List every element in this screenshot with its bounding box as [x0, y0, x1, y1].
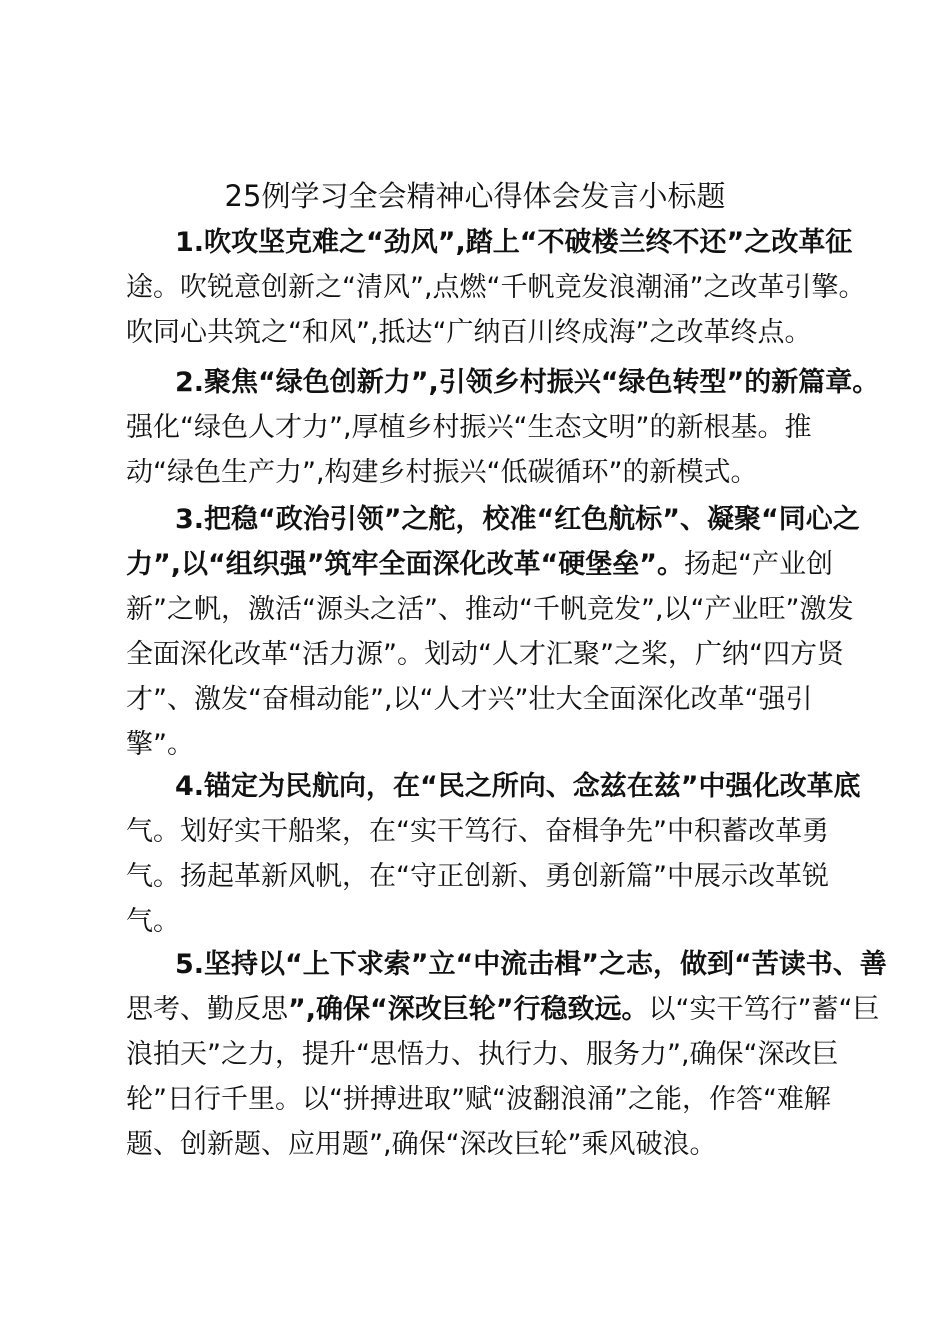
- paragraph-line: [126, 408, 812, 448]
- text-segment: 新”之帆，激活“源头之活”、推动“千帆竞发”,以“产业旺”激发: [126, 594, 854, 625]
- text-segment: 扬起“产业创: [683, 549, 833, 580]
- paragraph-line: [126, 812, 829, 852]
- paragraph-line: [126, 1080, 831, 1120]
- text-segment: 浪拍天”之力，提升“思悟力、执行力、服务力”,确保“深改巨: [126, 1039, 839, 1070]
- document-title: 25例学习全会精神心得体会发言小标题: [224, 179, 726, 213]
- text-segment: 气。: [126, 906, 180, 937]
- paragraph-line: [126, 680, 813, 720]
- text-segment: 题、创新题、应用题”,确保“深改巨轮”乘风破浪。: [126, 1129, 717, 1160]
- paragraph-line: [126, 1035, 839, 1075]
- text-segment: 气。扬起革新风帆，在“守正创新、勇创新篇”中展示改革锐: [126, 861, 829, 892]
- text-segment: 全面深化改革“活力源”。划动“人才汇聚”之桨，广纳“四方贤: [126, 639, 844, 670]
- paragraph-line: [175, 500, 860, 540]
- text-segment: 途。吹锐意创新之“清风”,点燃“千帆竞发浪潮涌”之改革引擎。: [126, 272, 866, 303]
- paragraph-line: [175, 945, 887, 985]
- text-segment: 1.吹攻坚克难之“劲风”,踏上“不破楼兰终不还”之改革征: [175, 227, 853, 258]
- text-segment: 动“绿色生产力”,构建乡村振兴“低碳循环”的新模式。: [126, 457, 758, 488]
- paragraph-line: [126, 545, 833, 585]
- paragraph-line: [126, 857, 829, 897]
- text-segment: 轮”日行千里。以“拼搏进取”赋“波翻浪涌”之能，作答“难解: [126, 1084, 831, 1115]
- paragraph-line: [175, 767, 861, 807]
- text-segment: 3.把稳“政治引领”之舵，校准“红色航标”、凝聚“同心之: [175, 504, 860, 535]
- text-segment: 以“实干笃行”蓄“巨: [648, 994, 880, 1025]
- paragraph-line: [126, 268, 866, 308]
- paragraph-line: [126, 725, 194, 765]
- paragraph-line: [175, 363, 879, 403]
- paragraph-line: [126, 990, 879, 1030]
- text-segment: 气。划好实干船桨，在“实干笃行、奋楫争先”中积蓄改革勇: [126, 816, 829, 847]
- text-segment: 擎”。: [126, 729, 194, 760]
- text-segment: 力”,以“组织强”筑牢全面深化改革“硬堡垒”。: [126, 549, 684, 580]
- text-segment: 强化“绿色人才力”,厚植乡村振兴“生态文明”的新根基。推: [126, 412, 812, 443]
- paragraph-line: [126, 635, 844, 675]
- text-segment: 才”、激发“奋楫动能”,以“人才兴”壮大全面深化改革“强引: [126, 684, 813, 715]
- text-segment: 2.聚焦“绿色创新力”,引领乡村振兴“绿色转型”的新篇章。: [175, 367, 880, 398]
- paragraph-line: [126, 313, 812, 353]
- paragraph-line: [126, 902, 180, 942]
- text-segment: 4.锚定为民航向，在“民之所向、念兹在兹”中强化改革底: [175, 771, 861, 802]
- text-segment: 思考、勤反思: [126, 994, 288, 1025]
- paragraph-line: [126, 1125, 717, 1165]
- text-segment: 吹同心共筑之“和风”,抵达“广纳百川终成海”之改革终点。: [126, 317, 812, 348]
- text-segment: ”,确保“深改巨轮”行稳致远。: [288, 994, 649, 1025]
- text-segment: 5.坚持以“上下求索”立“中流击楫”之志，做到“苦读书、善: [175, 949, 887, 980]
- paragraph-line: [126, 453, 758, 493]
- paragraph-line: [126, 590, 854, 630]
- paragraph-line: [175, 223, 852, 263]
